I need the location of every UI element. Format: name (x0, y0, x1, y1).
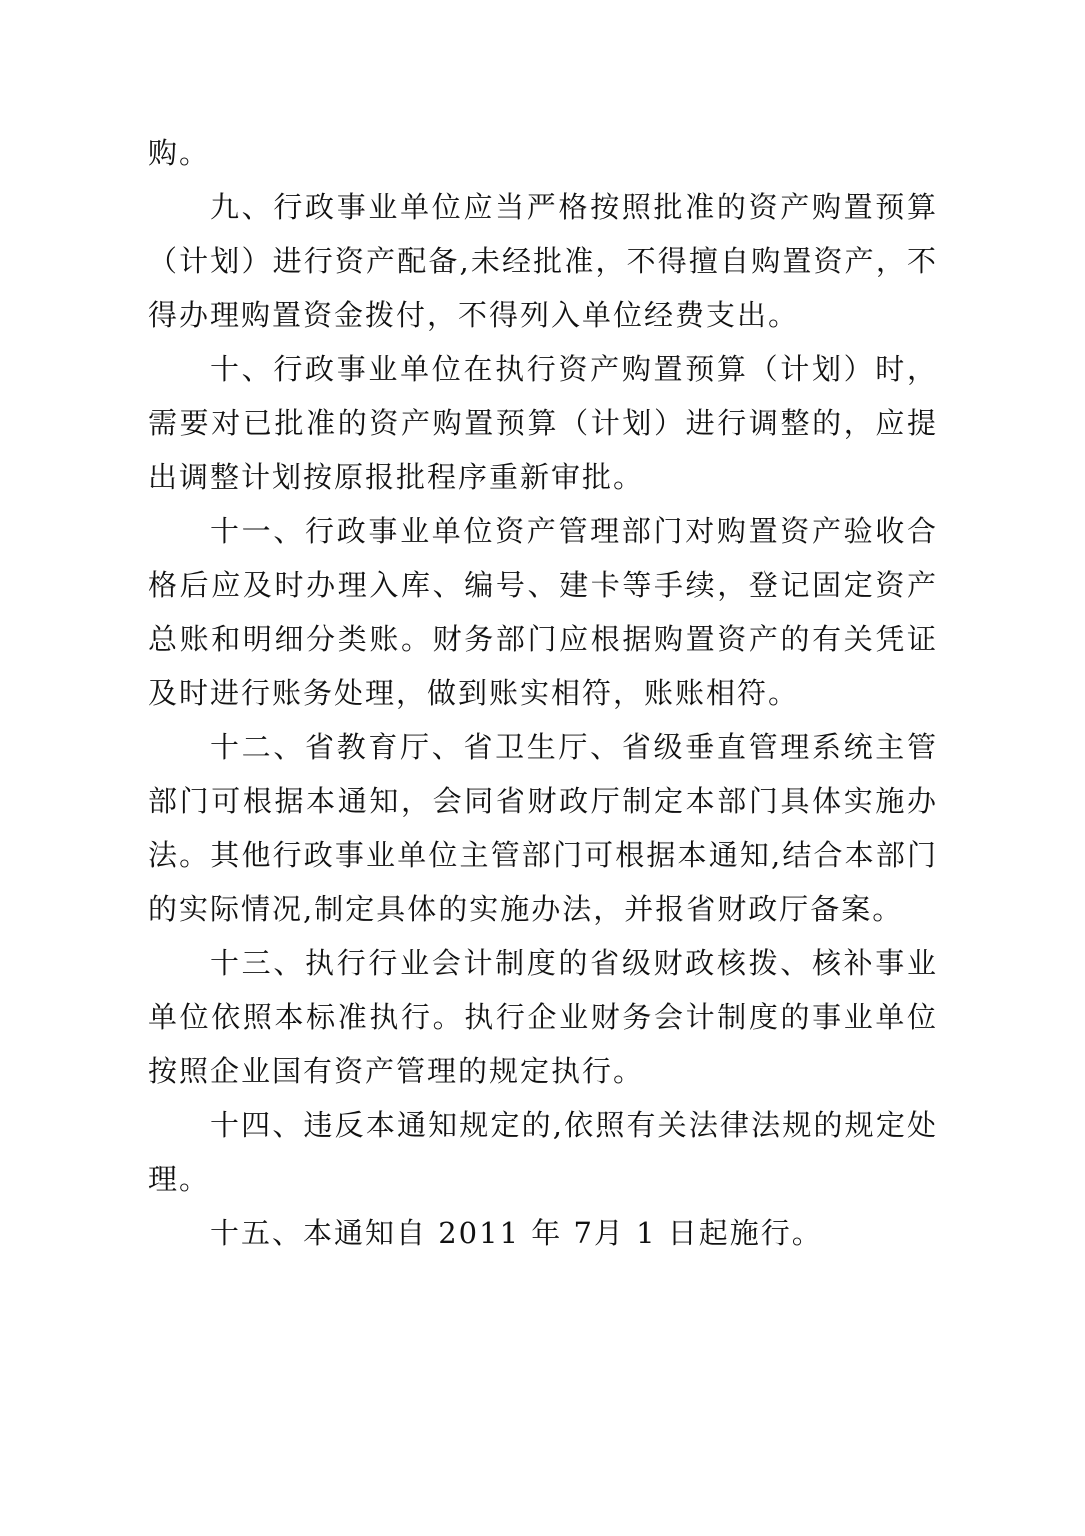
paragraph-article-11: 十一、行政事业单位资产管理部门对购置资产验收合格后应及时办理入库、编号、建卡等手续，登记固定资产总账和明细分类账。财务部门应根据购置资产的有关凭证及时进行账务处理，做到账实相符，账账相符。 (148, 514, 938, 710)
paragraph-article-14: 十四、违反本通知规定的,依照有关法律法规的规定处理。 (148, 1108, 938, 1196)
paragraph-article-9: 九、行政事业单位应当严格按照批准的资产购置预算（计划）进行资产配备,未经批准，不得擅自购置资产，不得办理购置资金拨付，不得列入单位经费支出。 (148, 190, 938, 332)
document-body (148, 126, 938, 1260)
paragraph-article-13: 十三、执行行业会计制度的省级财政核拨、核补事业单位依照本标准执行。执行企业财务会计制度的事业单位按照企业国有资产管理的规定执行。 (148, 946, 938, 1088)
paragraph-article-12: 十二、省教育厅、省卫生厅、省级垂直管理系统主管部门可根据本通知，会同省财政厅制定本部门具体实施办法。其他行政事业单位主管部门可根据本通知,结合本部门的实际情况,制定具体的实施办法，并报省财政厅备案。 (148, 730, 938, 926)
paragraph-article-15: 十五、本通知自 2011 年 7月 1 日起施行。 (210, 1216, 823, 1250)
paragraph-continuation: 购。 (148, 136, 211, 170)
paragraph-article-10: 十、行政事业单位在执行资产购置预算（计划）时，需要对已批准的资产购置预算（计划）进行调整的，应提出调整计划按原报批程序重新审批。 (148, 352, 938, 494)
